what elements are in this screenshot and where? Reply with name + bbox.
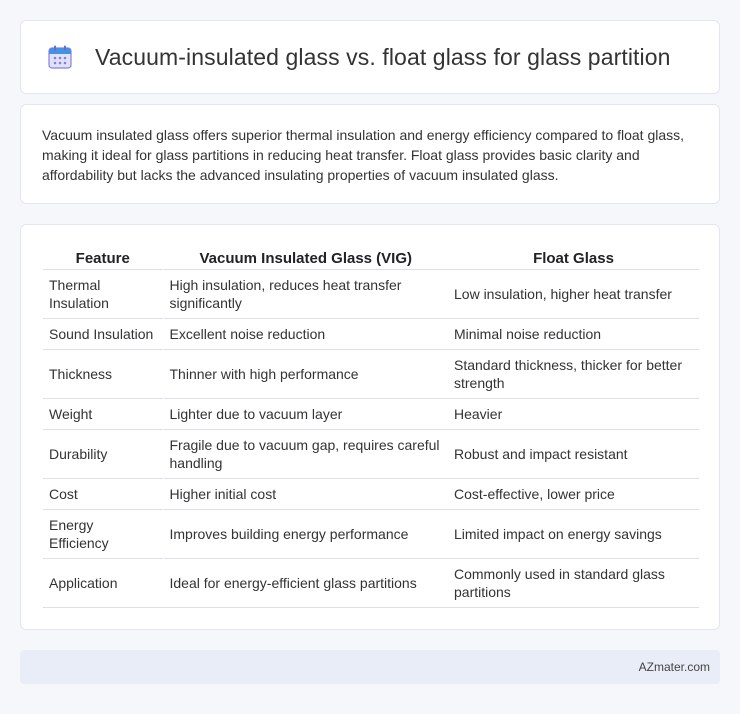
header-feature: Feature: [75, 249, 130, 267]
cell-feature: Thermal Insulation: [43, 269, 163, 318]
title-card: [20, 20, 720, 94]
cell-feature: Weight: [43, 398, 163, 429]
cell-vig: Fragile due to vacuum gap, requires careful handling: [163, 429, 448, 478]
summary-card: [20, 104, 720, 204]
cell-float: Minimal noise reduction: [448, 318, 699, 349]
cell-feature: Thickness: [43, 349, 163, 398]
table-card: [20, 224, 720, 630]
footer-brand[interactable]: AZmater.com: [638, 660, 710, 674]
cell-float: Heavier: [448, 398, 699, 429]
table-row: [43, 349, 699, 398]
comparison-table: [43, 245, 699, 608]
table-row: [43, 509, 699, 558]
cell-feature: Sound Insulation: [43, 318, 163, 349]
cell-float: Commonly used in standard glass partitions: [448, 558, 699, 607]
cell-float: Cost-effective, lower price: [448, 478, 699, 509]
table-row: [43, 318, 699, 349]
calendar-icon: [47, 44, 73, 70]
table-row: [43, 478, 699, 509]
cell-feature: Cost: [43, 478, 163, 509]
summary-text: Vacuum insulated glass offers superior thermal insulation and energy efficiency compared to float glass, making it ideal for glass partitions in reducing heat transfer. Float glass provides basic clarity and affordability but lacks the advanced insulating properties of vacuum insulated glass.: [42, 127, 685, 183]
table-row: [43, 429, 699, 478]
cell-float: Limited impact on energy savings: [448, 509, 699, 558]
cell-vig: Excellent noise reduction: [163, 318, 448, 349]
cell-vig: Improves building energy performance: [163, 509, 448, 558]
cell-feature: Durability: [43, 429, 163, 478]
cell-vig: High insulation, reduces heat transfer significantly: [163, 269, 448, 318]
footer: [20, 650, 720, 684]
cell-float: Standard thickness, thicker for better strength: [448, 349, 699, 398]
cell-vig: Thinner with high performance: [163, 349, 448, 398]
cell-vig: Ideal for energy-efficient glass partitions: [163, 558, 448, 607]
table-header-row: [43, 245, 699, 269]
cell-feature: Energy Efficiency: [43, 509, 163, 558]
header-float: Float Glass: [533, 249, 614, 267]
table-row: [43, 558, 699, 607]
header-vig: Vacuum Insulated Glass (VIG): [163, 245, 448, 269]
cell-feature: Application: [43, 558, 163, 607]
cell-float: Low insulation, higher heat transfer: [448, 269, 699, 318]
cell-float: Robust and impact resistant: [448, 429, 699, 478]
page-title: Vacuum-insulated glass vs. float glass for glass partition: [95, 43, 671, 70]
table-row: [43, 269, 699, 318]
table-row: [43, 398, 699, 429]
cell-vig: Lighter due to vacuum layer: [163, 398, 448, 429]
cell-vig: Higher initial cost: [163, 478, 448, 509]
